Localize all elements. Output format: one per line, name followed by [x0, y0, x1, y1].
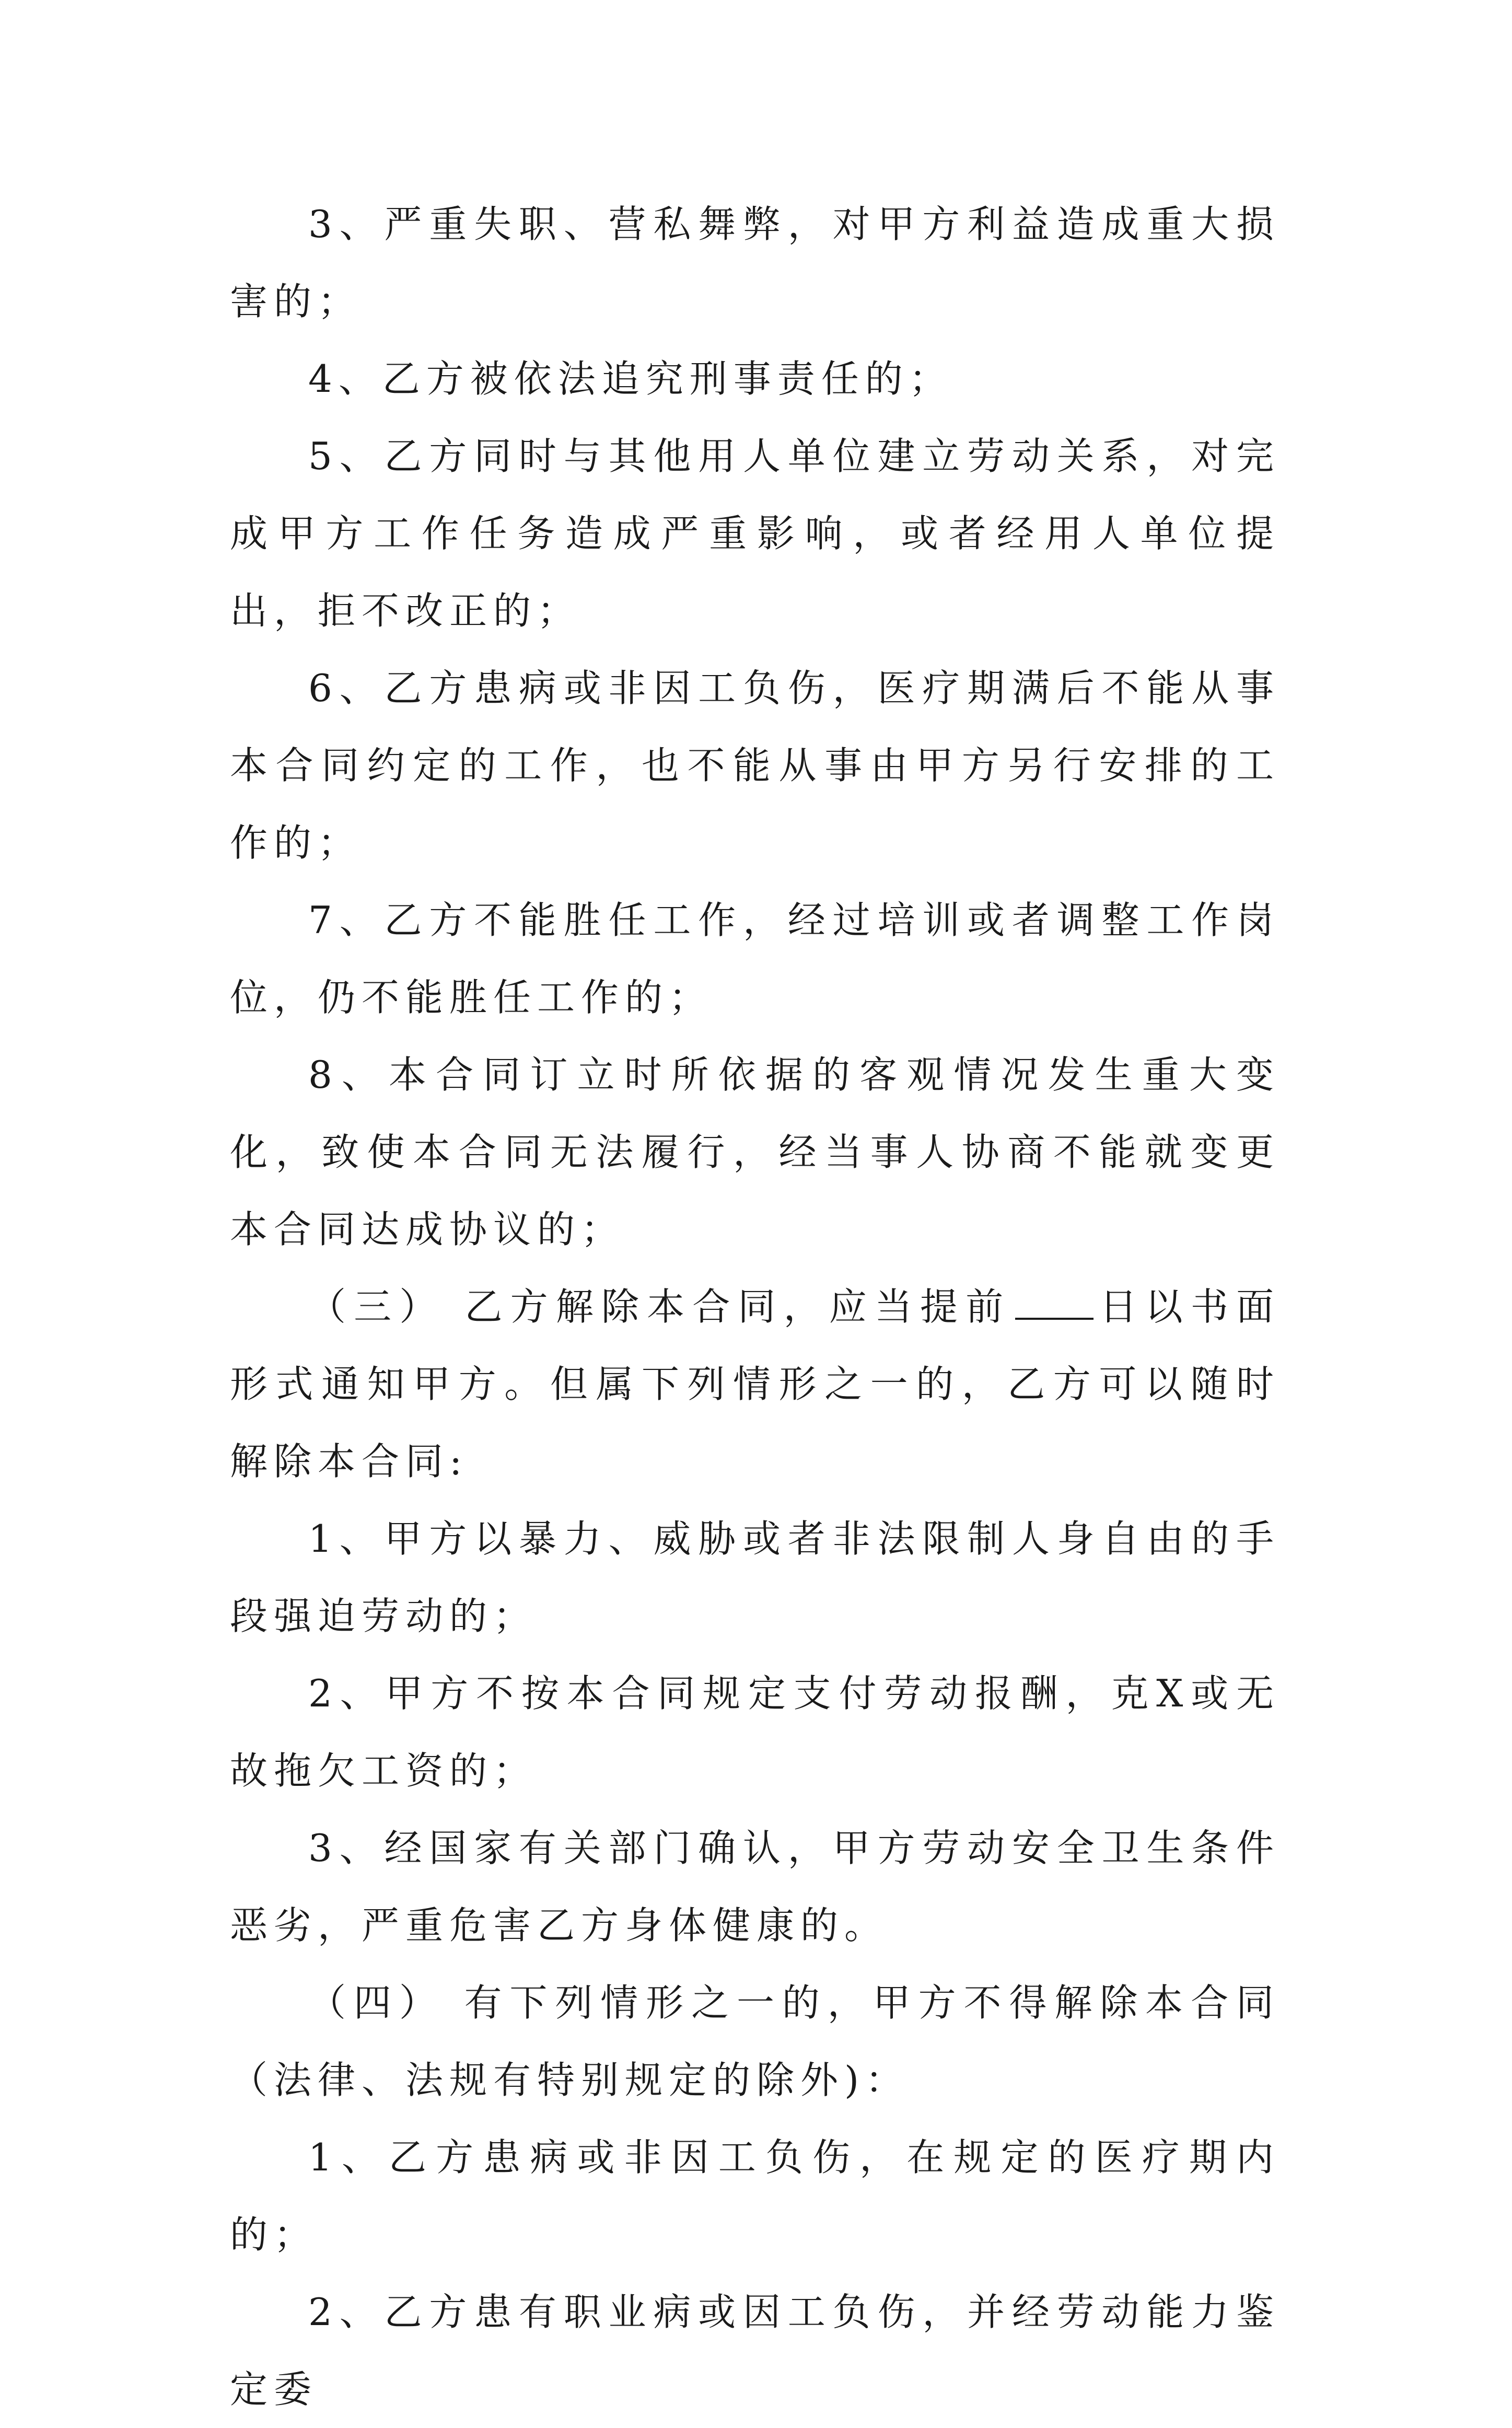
section-four-paragraph: （四） 有下列情形之一的，甲方不得解除本合同（法律、法规有特别规定的除外)：	[230, 1981, 1280, 2102]
protection-item-1: 1、乙方患病或非因工负伤，在规定的医疗期内的；	[230, 2135, 1280, 2257]
employee-item-1: 1、甲方以暴力、威胁或者非法限制人身自由的手段强迫劳动的；	[230, 1517, 1280, 1638]
notice-days-blank	[1015, 1285, 1094, 1320]
clause-item-3: 3、严重失职、营私舞弊，对甲方利益造成重大损害的；	[230, 202, 1280, 323]
employee-item-3: 3、经国家有关部门确认，甲方劳动安全卫生条件恶劣，严重危害乙方身体健康的。	[230, 1826, 1280, 1947]
clause-item-7: 7、乙方不能胜任工作，经过培训或者调整工作岗位，仍不能胜任工作的；	[230, 898, 1280, 1019]
employee-item-2: 2、甲方不按本合同规定支付劳动报酬，克X或无故拖欠工资的；	[230, 1671, 1280, 1793]
document-body	[230, 185, 1280, 2428]
section-three-paragraph	[230, 1268, 1280, 1500]
protection-item-2: 2、乙方患有职业病或因工负伤，并经劳动能力鉴定委	[230, 2290, 1280, 2411]
clause-item-4: 4、乙方被依法追究刑事责任的；	[308, 357, 953, 401]
clause-item-5: 5、乙方同时与其他用人单位建立劳动关系，对完成甲方工作任务造成严重影响，或者经用人单位提出，拒不改正的；	[230, 434, 1280, 633]
clause-item-6: 6、乙方患病或非因工负伤，医疗期满后不能从事本合同约定的工作，也不能从事由甲方另行安排的工作的；	[230, 666, 1280, 865]
clause-item-8: 8、本合同订立时所依据的客观情况发生重大变化，致使本合同无法履行，经当事人协商不能就变更本合同达成协议的；	[230, 1053, 1280, 1251]
section-three-tail: 日以书面形式通知甲方。但属下列情形之一的，乙方可以随时解除本合同:	[230, 1285, 1280, 1483]
section-three-lead: （三） 乙方解除本合同，应当提前	[308, 1285, 1011, 1329]
